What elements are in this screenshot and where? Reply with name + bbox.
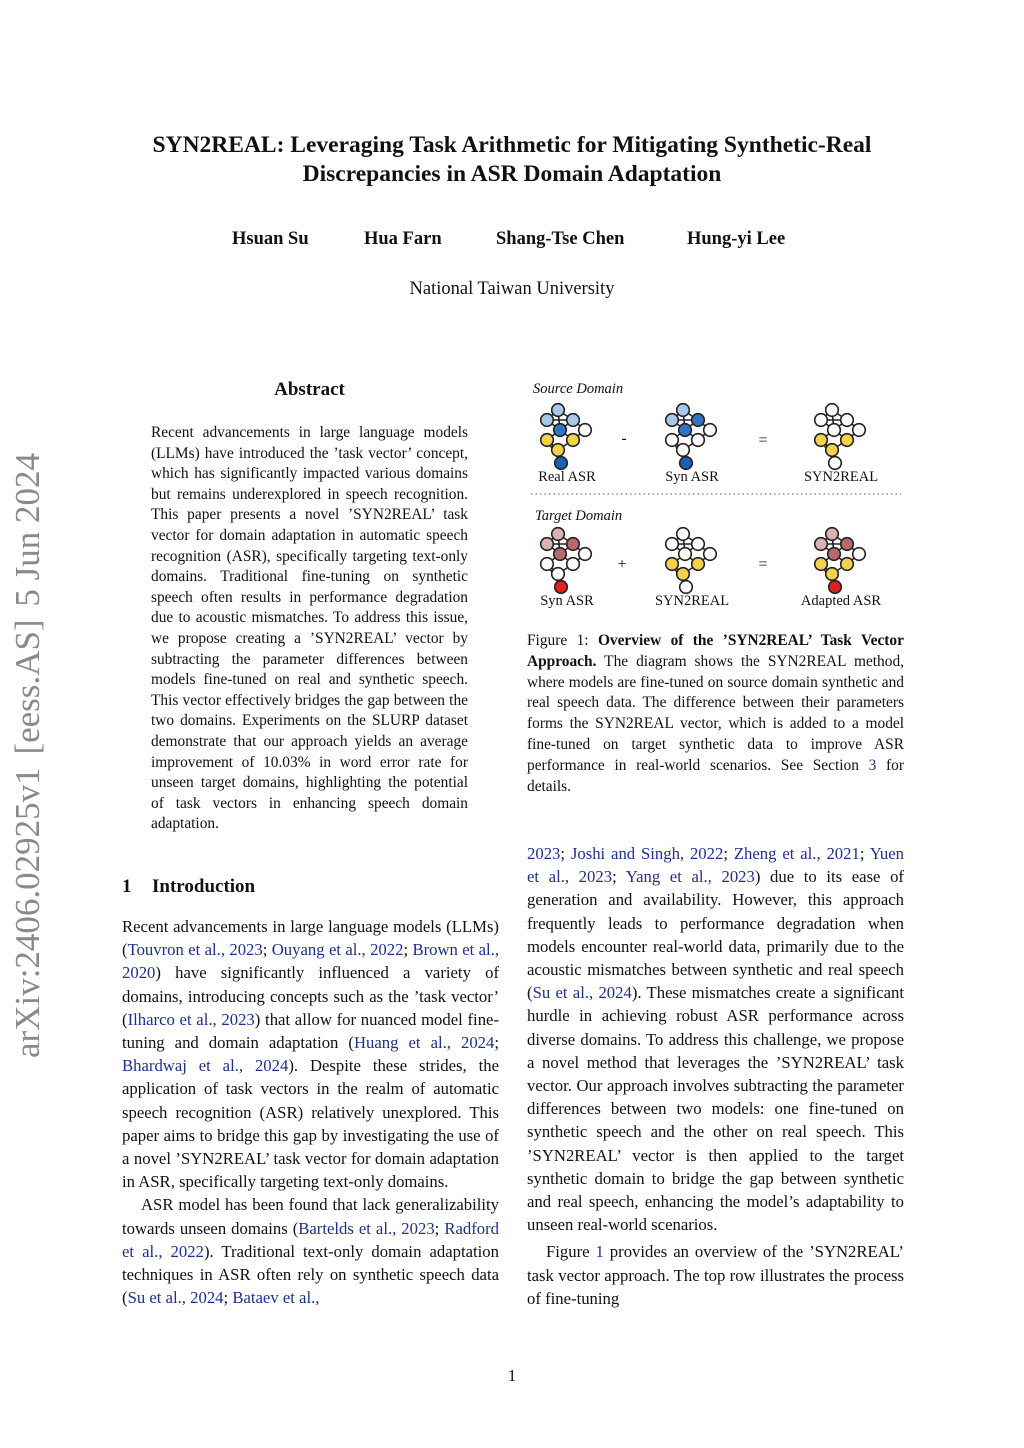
network-node	[567, 434, 580, 447]
equals-operator: =	[758, 432, 768, 449]
network-node	[841, 538, 854, 551]
citation-link[interactable]: Bhardwaj et al., 2024	[122, 1056, 289, 1076]
caption-tail: for details.	[527, 756, 904, 795]
caption-label: Figure 1:	[527, 632, 589, 649]
network-node	[666, 558, 679, 571]
caption-text: The diagram shows the SYN2REAL method, where models are fine-tuned on source domain synthetic and real speech data. The difference between their parameters forms the SYN2REAL vector, which is added to a model fine-tuned on target synthetic data to improve ASR performance in real-world scenarios. See Section	[527, 652, 904, 774]
network-node	[552, 404, 565, 417]
network-node	[815, 538, 828, 551]
network-node	[552, 444, 565, 457]
network-node	[666, 434, 679, 447]
syn2real-label: SYN2REAL	[654, 593, 730, 609]
network-node	[692, 558, 705, 571]
network-node	[828, 424, 841, 437]
affiliation: National Taiwan University	[409, 279, 615, 299]
network-node	[555, 457, 568, 470]
network-node	[677, 444, 690, 457]
minus-operator: -	[621, 430, 627, 447]
network-icon	[666, 404, 717, 470]
adapted-asr-label: Adapted ASR	[800, 593, 882, 609]
abstract-body	[151, 423, 468, 835]
figure-diagram	[527, 375, 905, 615]
source-domain-label: Source Domain	[533, 381, 624, 397]
citation-link[interactable]: Zheng et al., 2021	[733, 844, 860, 863]
network-node	[704, 548, 717, 561]
network-node	[679, 548, 692, 561]
network-node	[555, 581, 568, 594]
network-node	[554, 548, 567, 561]
network-node	[692, 434, 705, 447]
network-node	[666, 538, 679, 551]
paragraph: ASR model has been found that lack generalizability towards unseen domains (Bartelds et al., 2023; Radford et al., 2022). Traditional text-only domain adaptation techniques in ASR often rely on synthetic speech data (Su et al., 2024; Bataev et al.,	[122, 1195, 499, 1308]
section-ref-link[interactable]: 3	[868, 756, 877, 774]
paper-title: SYN2REAL: Leveraging Task Arithmetic for Mitigating Synthetic-Real Discrepancies in ASR Domain Adaptation	[152, 132, 872, 187]
network-node	[815, 434, 828, 447]
equals-operator: =	[758, 556, 768, 573]
figure-caption	[527, 631, 904, 797]
citation-link[interactable]: Yuen et al., 2023	[527, 844, 905, 887]
network-node	[541, 434, 554, 447]
left-column	[122, 915, 499, 1309]
network-node	[567, 558, 580, 571]
network-node	[677, 568, 690, 581]
network-node	[853, 548, 866, 561]
page-number: 1	[507, 1366, 517, 1385]
citation-link[interactable]: 1	[595, 1242, 604, 1262]
network-node	[853, 424, 866, 437]
citation-link[interactable]: Bartelds et al., 2023	[298, 1218, 435, 1238]
arxiv-id[interactable]: arXiv:2406.02925v1	[8, 767, 47, 1058]
citation-link[interactable]: Ouyang et al., 2022	[271, 940, 404, 960]
arxiv-date: 5 Jun 2024	[8, 453, 47, 607]
network-node	[552, 528, 565, 541]
arxiv-category: [eess.AS]	[8, 619, 47, 755]
network-node	[679, 424, 692, 437]
network-node	[826, 568, 839, 581]
author-name: Hung-yi Lee	[687, 229, 786, 249]
section-number: 1	[122, 876, 132, 897]
citation-link[interactable]: Radford et al., 2022	[122, 1218, 499, 1261]
network-node	[567, 414, 580, 427]
figure-1	[527, 375, 905, 615]
network-node	[829, 581, 842, 594]
network-node	[704, 424, 717, 437]
network-node	[541, 558, 554, 571]
paragraph: 2023; Joshi and Singh, 2022; Zheng et al., 2021; Yuen et al., 2023; Yang et al., 2023) due to its ease of generation and availability. However, this approach frequently leads to performance degradation when models encounter real-world data, primarily due to the acoustic mismatches between synthetic and real speech (Su et al., 2024). These mismatches create a significant hurdle in achieving robust ASR performance across diverse domains. To address this challenge, we propose a novel method that leverages the ’SYN2REAL’ task vector. Our approach involves subtracting the parameter differences between two models: one fine-tuned on synthetic speech and the other on real speech. This ’SYN2REAL’ vector is then applied to the target synthetic domain to bridge the gap between synthetic and real speech, enhancing the model’s adaptability to unseen real-world scenarios.	[527, 844, 905, 1235]
network-node	[841, 434, 854, 447]
caption-bold: Overview of the ’SYN2REAL’ Task Vector Approach.	[527, 632, 904, 670]
network-node	[677, 404, 690, 417]
syn-asr-label: Syn ASR	[540, 593, 594, 609]
network-node	[567, 538, 580, 551]
network-node	[841, 414, 854, 427]
network-node	[826, 444, 839, 457]
citation-link[interactable]: Touvron et al., 2023	[127, 940, 263, 960]
author-name: Shang-Tse Chen	[496, 229, 625, 249]
network-icon	[541, 528, 592, 594]
network-icon	[666, 528, 717, 594]
network-node	[541, 414, 554, 427]
network-node	[815, 414, 828, 427]
syn2real-label: SYN2REAL	[803, 469, 879, 485]
citation-link[interactable]: Ilharco et al., 2023	[127, 1009, 255, 1029]
network-node	[680, 457, 693, 470]
network-node	[579, 424, 592, 437]
arxiv-stamp	[8, 453, 48, 1058]
citation-link[interactable]: Huang et al., 2024	[353, 1033, 495, 1053]
section-title: Introduction	[152, 876, 256, 897]
citation-link[interactable]: Joshi and Singh, 2022	[570, 844, 724, 863]
citation-link[interactable]: Yang et al., 2023	[625, 867, 755, 887]
target-row	[540, 528, 881, 609]
network-node	[692, 414, 705, 427]
network-node	[815, 558, 828, 571]
network-icon	[815, 528, 866, 594]
network-icon	[541, 404, 592, 470]
citation-link[interactable]: Brown et al., 2020	[122, 940, 500, 983]
author-name: Hsuan Su	[232, 229, 309, 249]
network-node	[541, 538, 554, 551]
citation-link[interactable]: Bataev et al.,	[232, 1288, 320, 1308]
network-node	[826, 528, 839, 541]
network-node	[680, 581, 693, 594]
citation-link[interactable]: 2023	[527, 844, 561, 863]
right-column	[527, 842, 904, 1310]
network-node	[828, 548, 841, 561]
plus-operator: +	[617, 556, 627, 573]
section-heading	[122, 876, 255, 898]
author-name: Hua Farn	[364, 229, 442, 249]
abstract-text: Recent advancements in large language models (LLMs) have introduced the ’task vector’ concept, which has significantly impacted various domains but remains underexplored in speech recognition. This paper presents a novel ’SYN2REAL’ task vector for domain adaptation in automatic speech recognition (ASR), specifically targeting text-only domains. Traditional fine-tuning on synthetic speech often results in performance degradation due to acoustic mismatches. To address this issue, we propose creating a ’SYN2REAL’ vector by subtracting the parameter differences between models fine-tuned on real and synthetic speech. This vector effectively bridges the gap between the two domains. Experiments on the SLURP dataset demonstrate that our approach yields an average improvement of 10.03% in word error rate for unseen target domains, highlighting the potential of task vectors in enhancing speech domain adaptation.	[151, 424, 468, 833]
citation-link[interactable]: Su et al., 2024	[532, 983, 632, 1003]
source-row	[538, 404, 878, 485]
network-node	[692, 538, 705, 551]
paragraph: Recent advancements in large language models (LLMs) (Touvron et al., 2023; Ouyang et al., 2022; Brown et al., 2020) have significantly influenced a variety of domains, introducing concepts such as the ’task vector’ (Ilharco et al., 2023) that allow for nuanced model fine-tuning and domain adaptation (Huang et al., 2024; Bhardwaj et al., 2024). Despite these strides, the application of task vectors in the realm of automatic speech recognition (ASR) relatively unexplored. This paper aims to bridge this gap by investigating the use of a novel ’SYN2REAL’ task vector for domain adaptation in ASR, specifically targeting text-only domains.	[122, 917, 500, 1192]
network-node	[677, 528, 690, 541]
network-node	[826, 404, 839, 417]
paragraph: Figure 1 provides an overview of the ’SYN2REAL’ task vector approach. The top row illustrates the process of fine-tuning	[527, 1242, 904, 1308]
network-node	[841, 558, 854, 571]
network-node	[829, 457, 842, 470]
abstract-heading: Abstract	[274, 379, 345, 400]
network-node	[579, 548, 592, 561]
network-node	[666, 414, 679, 427]
syn-asr-label: Syn ASR	[665, 469, 719, 485]
real-asr-label: Real ASR	[538, 469, 596, 485]
citation-link[interactable]: Su et al., 2024	[127, 1288, 224, 1308]
target-domain-label: Target Domain	[535, 508, 623, 524]
network-node	[552, 568, 565, 581]
network-icon	[815, 404, 866, 470]
network-node	[554, 424, 567, 437]
